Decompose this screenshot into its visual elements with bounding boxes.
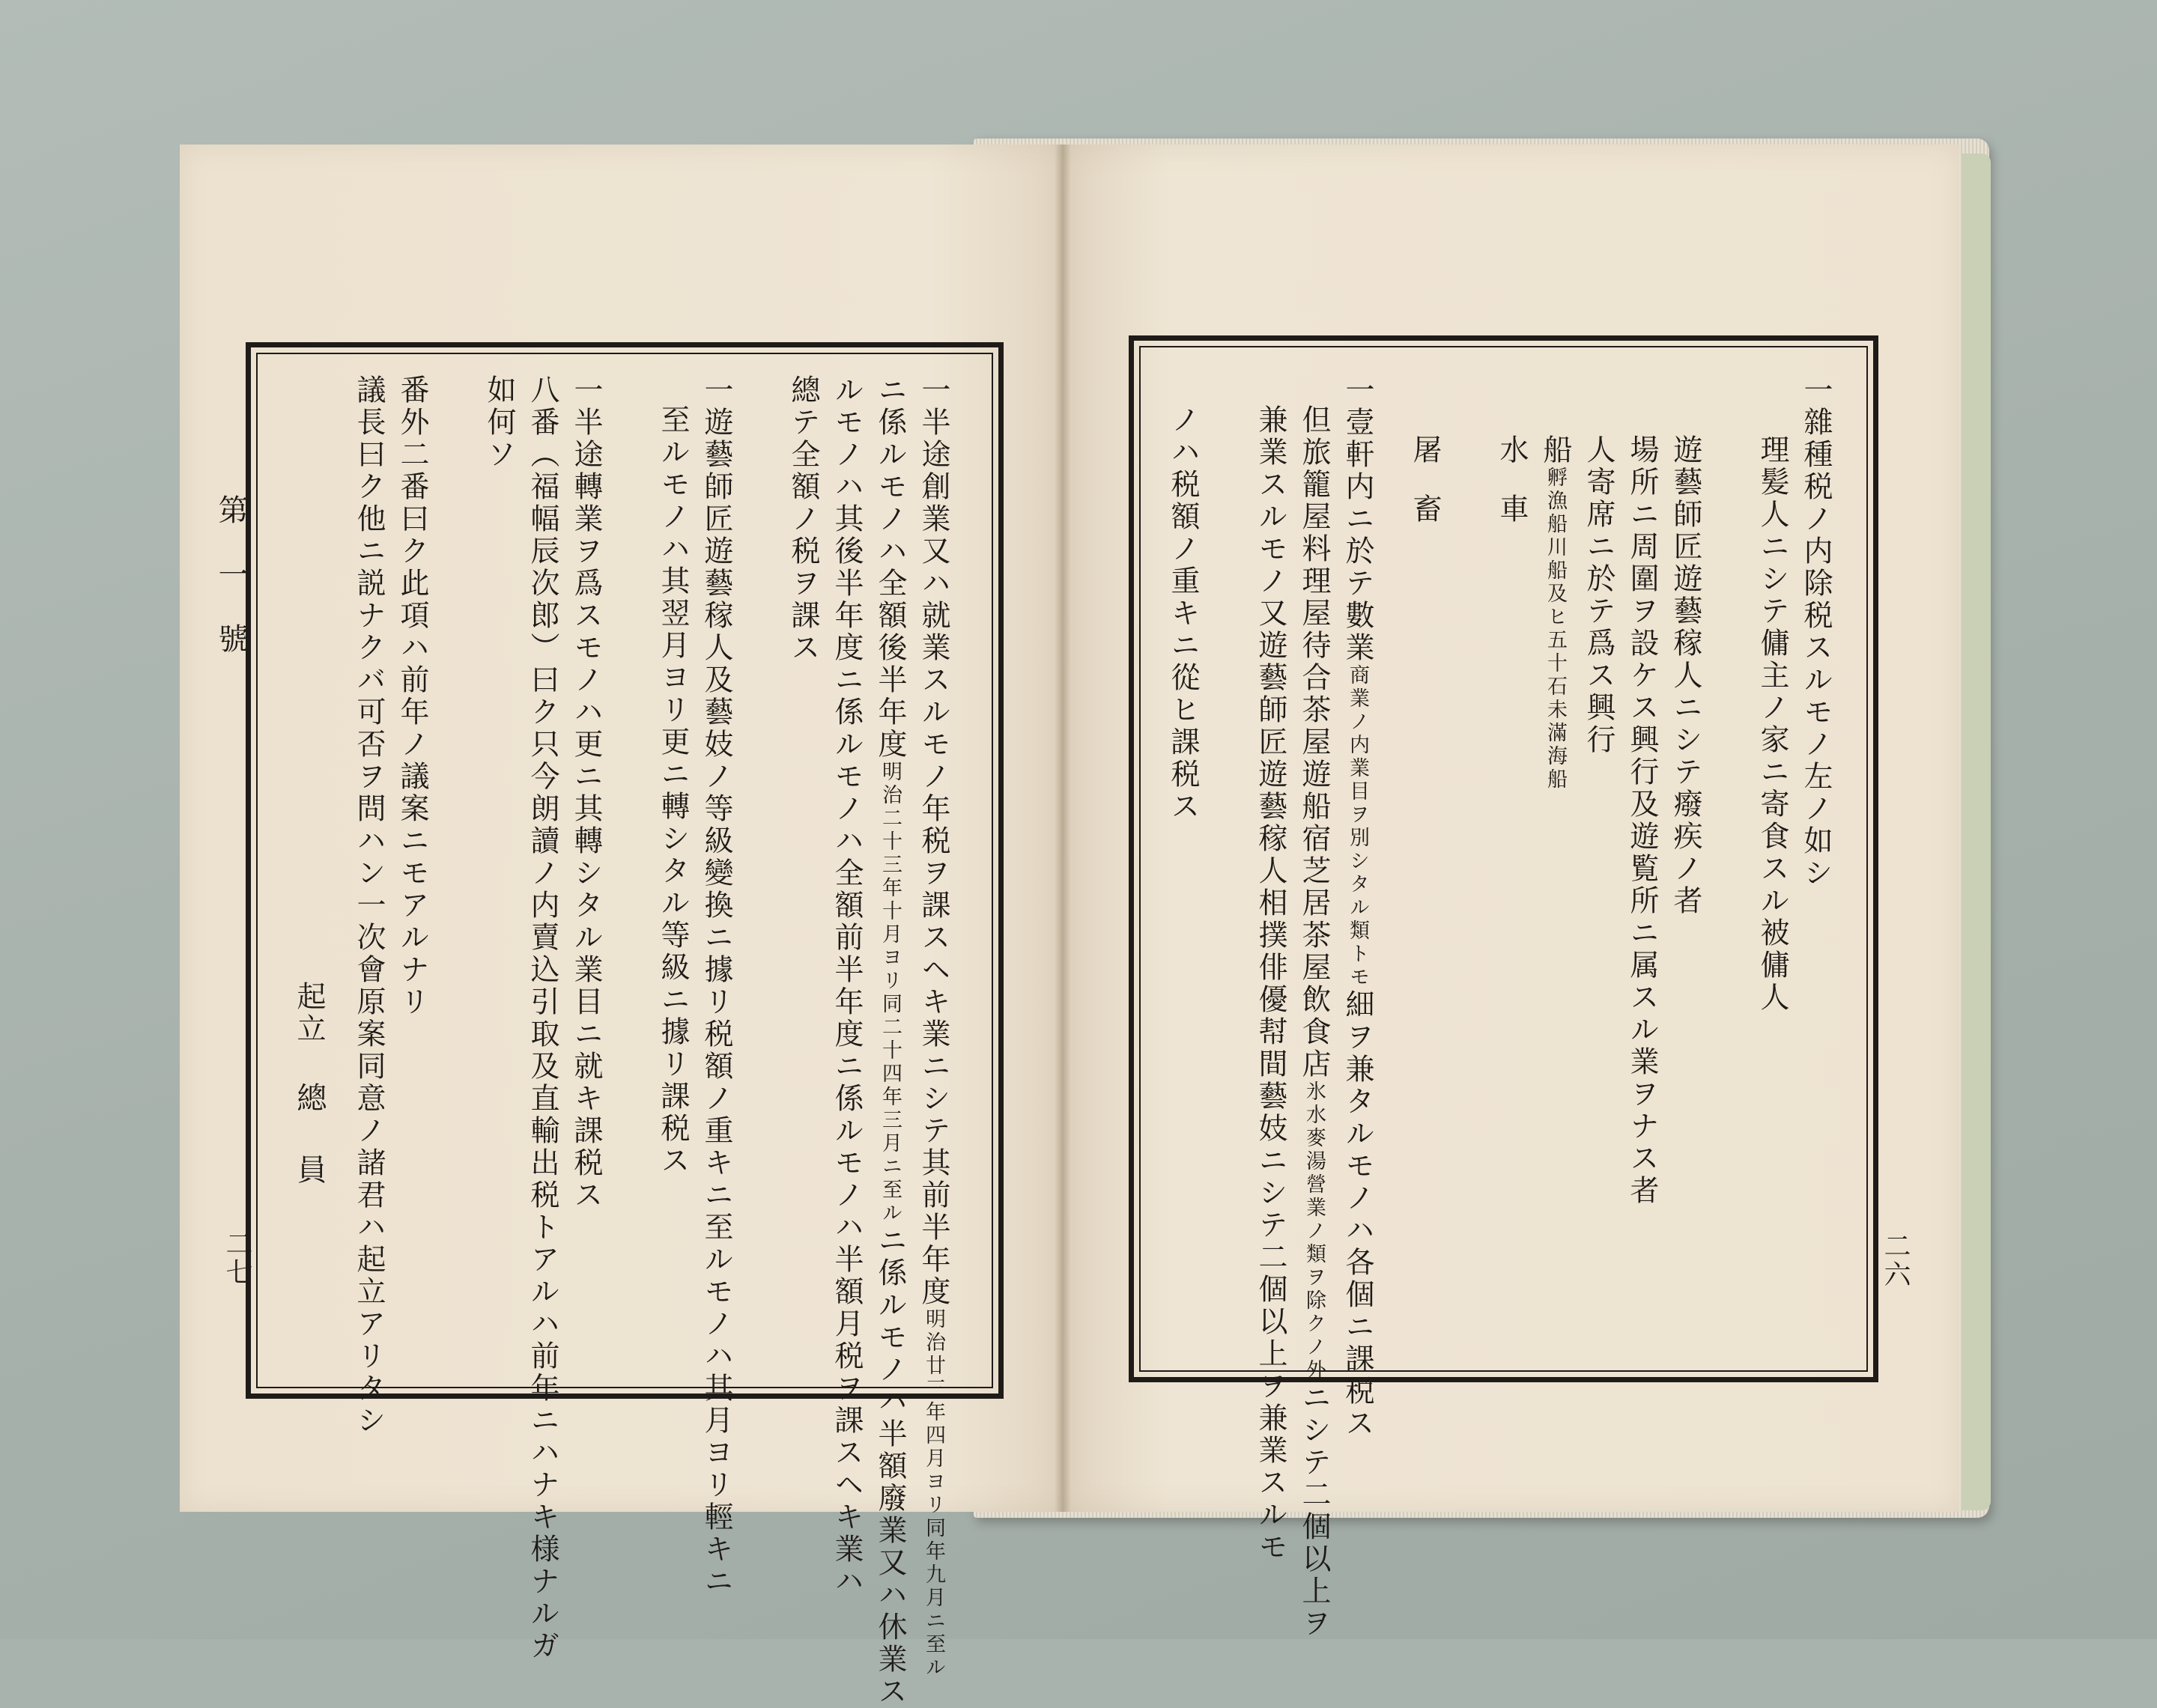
text-column: 場所ニ周圍ヲ設ケス興行及遊覧所ニ属スル業ヲナス者: [1625, 434, 1659, 1207]
text-column: 一半途創業又ハ就業スルモノ年税ヲ課スヘキ業ニシテ其前半年度明治廿三年四月ヨリ同年九月ニ至ル: [917, 374, 950, 1680]
issue-header: 第一號: [213, 494, 248, 687]
page-number-right: 二六: [1880, 1232, 1911, 1289]
text-column: 人寄席ニ於テ爲ス興行: [1582, 434, 1616, 756]
text-column: 總テ全額ノ税ヲ課ス: [786, 374, 820, 664]
text-column: 至ルモノハ其翌月ヨリ更ニ轉シタル等級ニ據リ課税ス: [656, 404, 690, 1177]
text-column: 一雜種税ノ内除税スルモノ左ノ如シ: [1799, 374, 1833, 890]
text-column: 屠畜: [1408, 434, 1442, 553]
inline-note: 商業ノ内業目ヲ別シタル類トモ: [1346, 664, 1369, 989]
text-column: 如何ソ: [482, 374, 516, 471]
text-column: 遊藝師匠遊藝稼人ニシテ癈疾ノ者: [1669, 434, 1702, 917]
vote-members: 總員: [292, 1082, 327, 1226]
inline-note: 孵漁船川船及ヒ五十石未滿海船: [1544, 466, 1567, 791]
inline-note: 明治二十三年十月ヨリ同二十四年三月ニ至ル: [879, 761, 902, 1225]
text-column: 八番（福幅辰次郎）曰ク只今朗讀ノ内賣込引取及直輸出税トアルハ前年ニハナキ様ナルガ: [526, 374, 559, 1662]
text-column: ルモノハ其後半年度ニ係ルモノハ全額前半年度ニ係ルモノハ半額月税ヲ課スヘキ業ハ: [830, 374, 864, 1598]
text-column: ノハ税額ノ重キニ從ヒ課税ス: [1166, 404, 1200, 823]
text-column: 水車: [1495, 434, 1529, 553]
inline-note: 氷水麥湯營業ノ類ヲ除クノ外: [1302, 1081, 1326, 1382]
book-cover-edge: [1962, 154, 1991, 1510]
text-column: 理髪人ニシテ傭主ノ家ニ寄食スル被傭人: [1756, 434, 1789, 1014]
book-gutter: [1055, 145, 1071, 1512]
text-column: ニ係ルモノハ全額後半年度明治二十三年十月ヨリ同二十四年三月ニ至ルニ係ルモノハ半額廢業又ハ休業ス: [873, 374, 907, 1708]
text-column: 船孵漁船川船及ヒ五十石未滿海船: [1538, 434, 1572, 791]
text-column: 一壹軒内ニ於テ數業商業ノ内業目ヲ別シタル類トモ細ヲ兼タルモノハ各個ニ課税ス: [1341, 374, 1374, 1440]
text-column: 一遊藝師匠遊藝稼人及藝妓ノ等級變換ニ據リ税額ノ重キニ至ルモノハ其月ヨリ輕キニ: [700, 374, 733, 1598]
inline-note: 明治廿三年四月ヨリ同年九月ニ至ル: [922, 1308, 945, 1680]
vote-result: 起立: [292, 981, 326, 1045]
text-column: 但旅籠屋料理屋待合茶屋遊船宿芝居茶屋飲食店氷水麥湯營業ノ類ヲ除クノ外ニシテ二個以上ヲ: [1297, 404, 1331, 1640]
text-column: 兼業スルモノ又遊藝師匠遊藝稼人相撲俳優幇間藝妓ニシテ二個以上ヲ兼業スルモ: [1254, 404, 1287, 1563]
text-column: 議長曰ク他ニ説ナクバ可否ヲ問ハン一次會原案同意ノ諸君ハ起立アリタシ: [352, 374, 386, 1437]
text-column: 一半途轉業ヲ爲スモノハ更ニ其轉シタル業目ニ就キ課税ス: [569, 374, 603, 1212]
page-number-left: 二七: [222, 1230, 252, 1286]
text-column: 番外二番曰ク此項ハ前年ノ議案ニモアルナリ: [395, 374, 429, 1018]
